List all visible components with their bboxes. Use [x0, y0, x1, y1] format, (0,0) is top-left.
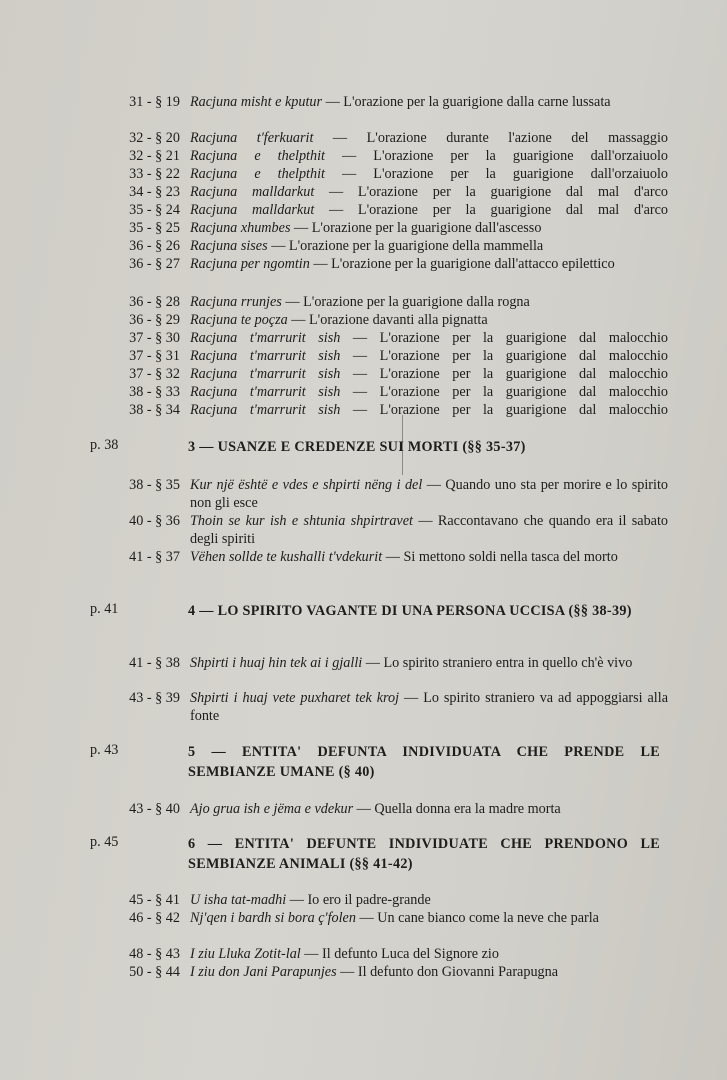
entry-italian-title: L'orazione per la guarigione dall'ascesso [311, 220, 542, 236]
entry-reference: 31 - § 19 [129, 94, 180, 110]
entry-text: Racjuna malldarkut — L'orazione per la guarigione dal mal d'arco [190, 184, 669, 200]
index-entry [108, 476, 668, 512]
entry-text: Nj'qen i bardh si bora ç'folen — Un cane bianco come la neve che parla [190, 910, 599, 926]
index-entry [108, 147, 668, 165]
entry-italian-title: L'orazione per la guarigione dalla carne lussata [343, 94, 611, 110]
entry-italian-title: Il defunto don Giovanni Parapugna [357, 964, 559, 980]
index-entry [108, 383, 668, 401]
entry-text: Racjuna t'marrurit sish — L'orazione per la guarigione dal malocchio [190, 330, 669, 346]
entry-albanian-title: Ajo grua ish e jëma e vdekur [190, 801, 354, 817]
entry-albanian-title: U isha tat-madhi [190, 892, 287, 908]
entry-italian-title: Si mettono soldi nella tasca del morto [403, 549, 618, 565]
index-entry [108, 963, 668, 981]
index-entry [108, 365, 668, 383]
entry-albanian-title: Racjuna t'ferkuarit [190, 130, 314, 146]
index-entry [108, 311, 668, 329]
entry-albanian-title: Racjuna t'marrurit sish [190, 384, 341, 400]
entry-italian-title: L'orazione davanti alla pignatta [309, 312, 488, 328]
entry-reference: 32 - § 20 [129, 130, 180, 146]
index-entry [108, 129, 668, 147]
entry-text: I ziu Lluka Zotit-lal — Il defunto Luca del Signore zio [190, 946, 499, 962]
section-heading [90, 834, 660, 874]
index-entry [108, 800, 668, 818]
entry-albanian-title: Racjuna e thelpthit [190, 148, 325, 164]
index-entry [108, 401, 668, 419]
entry-italian-title: L'orazione per la guarigione dal malocchio [379, 330, 669, 346]
index-entry [108, 165, 668, 183]
index-entry [108, 548, 668, 566]
entry-text: U isha tat-madhi — Io ero il padre-grande [190, 892, 431, 908]
entry-italian-title: L'orazione per la guarigione dal malocchio [379, 384, 669, 400]
entry-italian-title: Quando uno sta per morire e lo spirito non gli esce [190, 477, 669, 511]
entry-reference: 48 - § 43 [129, 946, 180, 962]
entry-text: Racjuna misht e kputur — L'orazione per la guarigione dalla carne lussata [190, 94, 611, 110]
entry-italian-title: Il defunto Luca del Signore zio [322, 946, 499, 962]
entry-text: Racjuna t'marrurit sish — L'orazione per la guarigione dal malocchio [190, 402, 669, 418]
entry-text: Vëhen sollde te kushalli t'vdekurit — Si mettono soldi nella tasca del morto [190, 549, 618, 565]
entry-albanian-title: I ziu Lluka Zotit-lal [190, 946, 301, 962]
entry-reference: 36 - § 26 [129, 238, 180, 254]
entry-albanian-title: Racjuna xhumbes [190, 220, 291, 236]
entry-italian-title: L'orazione per la guarigione dall'attacco epilettico [331, 256, 615, 272]
index-entry [108, 219, 668, 237]
entry-reference: 37 - § 32 [129, 366, 180, 382]
index-entry [108, 654, 668, 672]
section-page-ref: p. 41 [90, 601, 119, 617]
entry-text: Racjuna e thelpthit — L'orazione per la guarigione dall'orzaiuolo [190, 166, 668, 182]
entry-text: Shpirti i huaj vete puxharet tek kroj — Lo spirito straniero va ad appoggiarsi alla fonte [190, 690, 668, 724]
entry-albanian-title: Racjuna t'marrurit sish [190, 402, 341, 418]
entry-reference: 36 - § 28 [129, 294, 180, 310]
section-title: 5 — ENTITA' DEFUNTA INDIVIDUATA CHE PRENDE LE SEMBIANZE UMANE (§ 40) [188, 744, 660, 780]
entry-text: Ajo grua ish e jëma e vdekur — Quella donna era la madre morta [190, 801, 561, 817]
entry-reference: 36 - § 27 [129, 256, 180, 272]
entry-text: Racjuna xhumbes — L'orazione per la guarigione dall'ascesso [190, 220, 542, 236]
index-entry [108, 945, 668, 963]
entry-text: Racjuna t'ferkuarit — L'orazione durante l'azione del massaggio [190, 130, 669, 146]
section-page-ref: p. 45 [90, 834, 119, 850]
index-entry [108, 255, 668, 273]
index-entry [108, 93, 668, 111]
entry-reference: 46 - § 42 [129, 910, 180, 926]
index-entry [108, 237, 668, 255]
entry-text: Racjuna sises — L'orazione per la guarigione della mammella [190, 238, 544, 254]
section-title: 4 — LO SPIRITO VAGANTE DI UNA PERSONA UCCISA (§§ 38-39) [188, 603, 632, 619]
entry-reference: 33 - § 22 [129, 166, 180, 182]
entry-text: Thoin se kur ish e shtunia shpirtravet — Raccontavano che quando era il sabato degli spiriti [190, 513, 669, 547]
entry-albanian-title: Racjuna malldarkut [190, 202, 315, 218]
entry-albanian-title: Nj'qen i bardh si bora ç'folen [190, 910, 356, 926]
entry-albanian-title: Racjuna malldarkut [190, 184, 315, 200]
entry-reference: 38 - § 35 [129, 477, 180, 493]
entry-reference: 35 - § 24 [129, 202, 180, 218]
index-entry [108, 347, 668, 365]
entry-reference: 41 - § 38 [129, 655, 180, 671]
entry-reference: 45 - § 41 [129, 892, 180, 908]
entry-albanian-title: Vëhen sollde te kushalli t'vdekurit [190, 549, 383, 565]
entry-reference: 37 - § 31 [129, 348, 180, 364]
section-page-ref: p. 38 [90, 437, 119, 453]
entry-albanian-title: Racjuna t'marrurit sish [190, 366, 341, 382]
entry-italian-title: L'orazione per la guarigione dal malocchio [379, 348, 669, 364]
entry-reference: 34 - § 23 [129, 184, 180, 200]
entry-albanian-title: Kur një është e vdes e shpirti nëng i del [190, 477, 423, 493]
entry-albanian-title: Racjuna misht e kputur [190, 94, 323, 110]
index-entry [108, 891, 668, 909]
index-entry [108, 183, 668, 201]
entry-reference: 41 - § 37 [129, 549, 180, 565]
entry-albanian-title: Racjuna sises [190, 238, 268, 254]
entry-reference: 43 - § 39 [129, 690, 180, 706]
entry-albanian-title: I ziu don Jani Parapunjes [190, 964, 337, 980]
entry-reference: 37 - § 30 [129, 330, 180, 346]
section-heading [90, 601, 660, 621]
entry-text: Racjuna per ngomtin — L'orazione per la guarigione dall'attacco epilettico [190, 256, 615, 272]
entry-italian-title: Raccontavano che quando era il sabato degli spiriti [190, 513, 669, 547]
entry-reference: 35 - § 25 [129, 220, 180, 236]
entry-reference: 50 - § 44 [129, 964, 180, 980]
index-entry [108, 909, 668, 927]
entry-text: Racjuna t'marrurit sish — L'orazione per la guarigione dal malocchio [190, 366, 669, 382]
entry-italian-title: Lo spirito straniero va ad appoggiarsi alla fonte [190, 690, 668, 724]
section-heading [90, 742, 660, 782]
entry-italian-title: L'orazione per la guarigione dalla rogna [303, 294, 530, 310]
index-entry [108, 293, 668, 311]
entry-albanian-title: Shpirti i huaj vete puxharet tek kroj [190, 690, 400, 706]
entry-albanian-title: Racjuna t'marrurit sish [190, 348, 341, 364]
entry-text: Shpirti i huaj hin tek ai i gjalli — Lo spirito straniero entra in quello ch'è vivo [190, 655, 633, 671]
entry-text: Racjuna rrunjes — L'orazione per la guarigione dalla rogna [190, 294, 530, 310]
entry-albanian-title: Racjuna e thelpthit [190, 166, 325, 182]
entry-text: Racjuna te poçza — L'orazione davanti alla pignatta [190, 312, 488, 328]
section-title: 6 — ENTITA' DEFUNTE INDIVIDUATE CHE PRENDONO LE SEMBIANZE ANIMALI (§§ 41-42) [188, 836, 660, 872]
index-entry [108, 512, 668, 548]
entry-italian-title: L'orazione per la guarigione dal mal d'arco [357, 184, 669, 200]
entry-italian-title: L'orazione per la guarigione dal malocchio [379, 402, 669, 418]
entry-italian-title: Quella donna era la madre morta [374, 801, 561, 817]
index-entry [108, 201, 668, 219]
entry-albanian-title: Racjuna te poçza [190, 312, 288, 328]
entry-italian-title: L'orazione per la guarigione dall'orzaiuolo [373, 148, 668, 164]
index-entry [108, 329, 668, 347]
entry-albanian-title: Racjuna rrunjes [190, 294, 282, 310]
entry-text: Racjuna e thelpthit — L'orazione per la guarigione dall'orzaiuolo [190, 148, 668, 164]
entry-italian-title: L'orazione per la guarigione dal malocchio [379, 366, 669, 382]
entry-italian-title: Io ero il padre-grande [307, 892, 431, 908]
entry-reference: 38 - § 33 [129, 384, 180, 400]
entry-reference: 38 - § 34 [129, 402, 180, 418]
entry-albanian-title: Racjuna t'marrurit sish [190, 330, 341, 346]
entry-italian-title: L'orazione per la guarigione dall'orzaiuolo [373, 166, 668, 182]
entry-albanian-title: Shpirti i huaj hin tek ai i gjalli [190, 655, 363, 671]
entry-italian-title: Lo spirito straniero entra in quello ch'è vivo [383, 655, 633, 671]
section-title: 3 — USANZE E CREDENZE SUI MORTI (§§ 35-37) [188, 439, 526, 455]
entry-text: I ziu don Jani Parapunjes — Il defunto don Giovanni Parapugna [190, 964, 559, 980]
entry-italian-title: L'orazione per la guarigione dal mal d'arco [357, 202, 669, 218]
entry-italian-title: L'orazione per la guarigione della mammella [288, 238, 544, 254]
entry-text: Kur një është e vdes e shpirti nëng i del — Quando uno sta per morire e lo spirito non gli esce [190, 477, 669, 511]
section-page-ref: p. 43 [90, 742, 119, 758]
entry-reference: 40 - § 36 [129, 513, 180, 529]
entry-reference: 32 - § 21 [129, 148, 180, 164]
entry-albanian-title: Thoin se kur ish e shtunia shpirtravet [190, 513, 413, 529]
entry-italian-title: L'orazione durante l'azione del massaggio [366, 130, 669, 146]
entry-text: Racjuna t'marrurit sish — L'orazione per la guarigione dal malocchio [190, 384, 669, 400]
entry-italian-title: Un cane bianco come la neve che parla [377, 910, 599, 926]
entry-text: Racjuna malldarkut — L'orazione per la guarigione dal mal d'arco [190, 202, 669, 218]
entry-text: Racjuna t'marrurit sish — L'orazione per la guarigione dal malocchio [190, 348, 669, 364]
entry-reference: 36 - § 29 [129, 312, 180, 328]
index-entry [108, 689, 668, 725]
entry-reference: 43 - § 40 [129, 801, 180, 817]
section-heading [90, 437, 660, 457]
entry-albanian-title: Racjuna per ngomtin [190, 256, 310, 272]
